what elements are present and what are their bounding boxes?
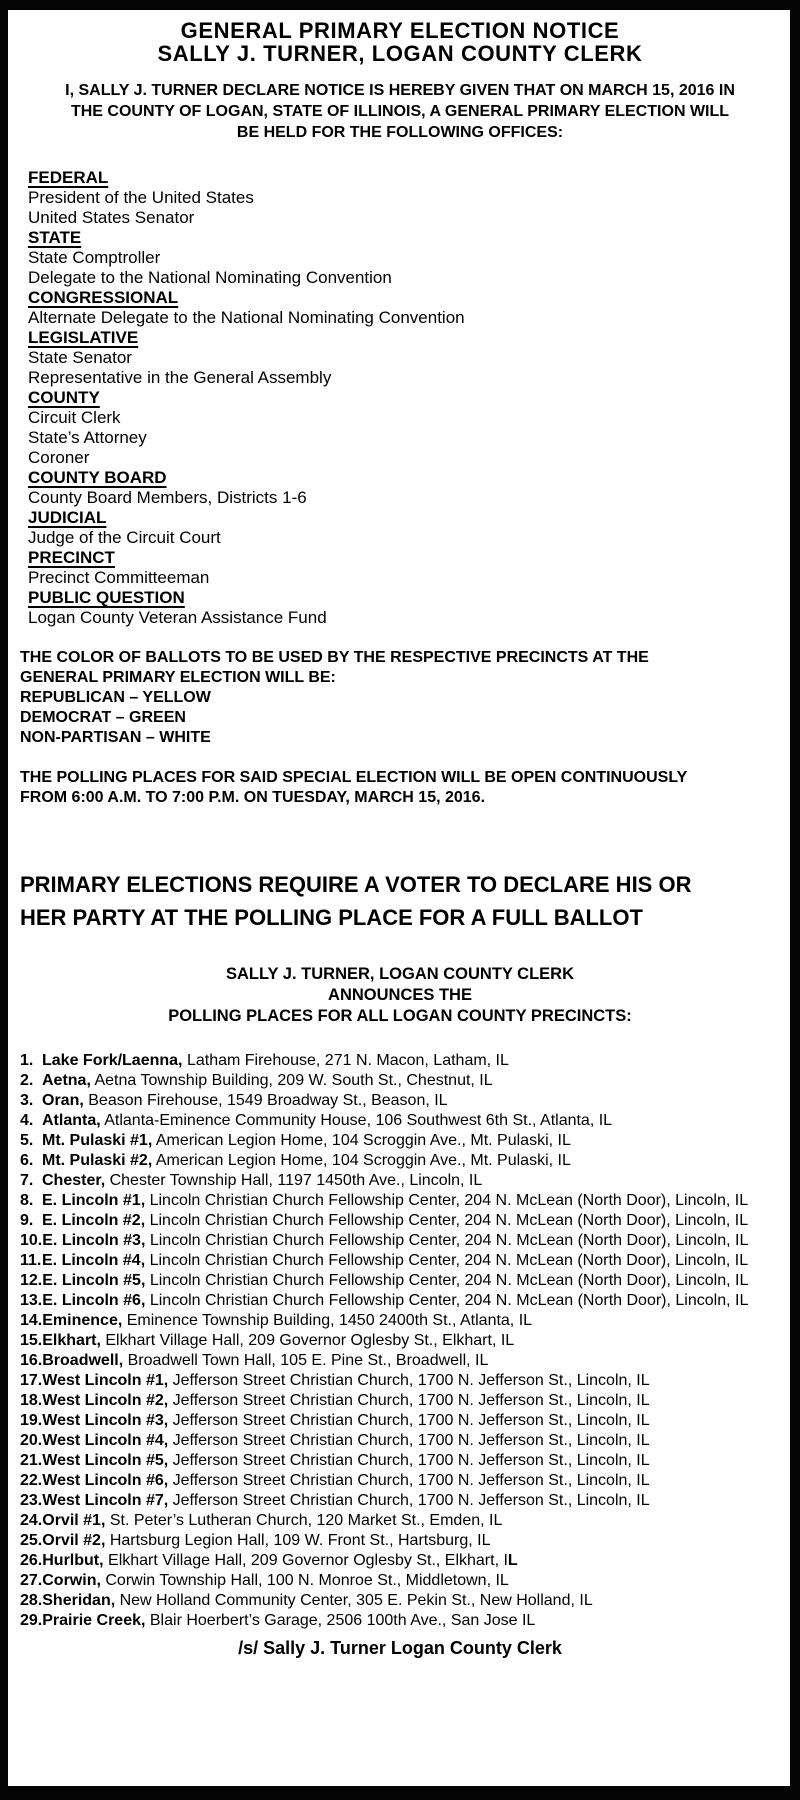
precinct-number: 2. [20,1072,34,1089]
office-section [28,288,780,328]
notice-intro-line-1: I, SALLY J. TURNER DECLARE NOTICE IS HEREBY GIVEN THAT ON MARCH 15, 2016 IN [65,82,735,99]
election-notice-page [8,10,790,1786]
precinct-item [20,1551,780,1571]
precinct-name: Hurlbut, [42,1552,104,1569]
precinct-item [20,1611,780,1631]
office-item: Logan County Veteran Assistance Fund [28,608,327,627]
precinct-name: West Lincoln #2, [42,1392,169,1409]
precinct-location: Blair Hoerbert’s Garage, 2506 100th Ave., San Jose IL [145,1612,536,1629]
precinct-item [20,1231,780,1251]
office-heading: COUNTY [28,388,100,407]
office-section [28,468,780,508]
precinct-location: Jefferson Street Christian Church, 1700 N. Jefferson St., Lincoln, IL [168,1492,650,1509]
precinct-number: 24. [20,1512,43,1529]
precinct-item [20,1411,780,1431]
ballot-color-democrat: DEMOCRAT – GREEN [20,709,186,726]
precinct-number: 18. [20,1392,43,1409]
precinct-name: E. Lincoln #5, [42,1272,146,1289]
precinct-location: Atlanta-Eminence Community House, 106 Southwest 6th St., Atlanta, IL [100,1112,613,1129]
precinct-item [20,1571,780,1591]
precinct-name: E. Lincoln #3, [42,1232,146,1249]
precinct-number: 29. [20,1612,43,1629]
precinct-item [20,1591,780,1611]
precinct-name: West Lincoln #1, [42,1372,169,1389]
precinct-item [20,1131,780,1151]
declare-party-headline-line-2: HER PARTY AT THE POLLING PLACE FOR A FULL BALLOT [20,905,643,930]
precinct-item [20,1271,780,1291]
precinct-item [20,1451,780,1471]
precinct-location: Lincoln Christian Church Fellowship Center, 204 N. McLean (North Door), Lincoln, IL [145,1252,749,1269]
precinct-location: Jefferson Street Christian Church, 1700 N. Jefferson St., Lincoln, IL [168,1432,650,1449]
precinct-item [20,1511,780,1531]
precinct-number: 23. [20,1492,43,1509]
precinct-location: Aetna Township Building, 209 W. South St., Chestnut, IL [90,1072,493,1089]
precinct-location: American Legion Home, 104 Scroggin Ave., Mt. Pulaski, IL [152,1132,571,1149]
signature-line: /s/ Sally J. Turner Logan County Clerk [238,1638,562,1658]
office-section [28,168,780,228]
precinct-number: 8. [20,1192,34,1209]
precinct-number: 27. [20,1572,43,1589]
precinct-name: West Lincoln #5, [42,1452,169,1469]
precinct-number: 14. [20,1312,43,1329]
office-section [28,328,780,388]
precinct-number: 20. [20,1432,43,1449]
precinct-item [20,1311,780,1331]
precinct-location: Jefferson Street Christian Church, 1700 N. Jefferson St., Lincoln, IL [168,1372,650,1389]
office-item: Circuit Clerk [28,408,121,427]
precinct-name: Sheridan, [42,1592,116,1609]
office-item: Judge of the Circuit Court [28,528,221,547]
precinct-name: Broadwell, [42,1352,124,1369]
notice-intro-line-3: BE HELD FOR THE FOLLOWING OFFICES: [236,124,564,141]
precinct-name: Oran, [42,1092,84,1109]
notice-intro [20,80,780,143]
precinct-number: 17. [20,1372,43,1389]
office-heading: STATE [28,228,82,247]
precinct-location: Hartsburg Legion Hall, 109 W. Front St., Hartsburg, IL [105,1532,491,1549]
ballot-colors-intro-line-1: THE COLOR OF BALLOTS TO BE USED BY THE RESPECTIVE PRECINCTS AT THE [20,649,649,666]
notice-title-line-1: GENERAL PRIMARY ELECTION NOTICE [180,18,620,43]
ballot-colors-block [20,648,780,748]
precinct-location: Jefferson Street Christian Church, 1700 N. Jefferson St., Lincoln, IL [168,1472,650,1489]
precinct-name: West Lincoln #3, [42,1412,169,1429]
precinct-item [20,1531,780,1551]
precinct-number: 9. [20,1212,34,1229]
precinct-name: Prairie Creek, [42,1612,146,1629]
precinct-name: Atlanta, [42,1112,101,1129]
notice-title-line-2: SALLY J. TURNER, LOGAN COUNTY CLERK [157,41,643,66]
precinct-location-bold-tail: L [507,1552,518,1569]
precinct-location: Lincoln Christian Church Fellowship Center, 204 N. McLean (North Door), Lincoln, IL [145,1192,749,1209]
precinct-item [20,1211,780,1231]
office-item: President of the United States [28,188,254,207]
precinct-item [20,1171,780,1191]
precinct-name: E. Lincoln #1, [42,1192,146,1209]
precinct-number: 10. [20,1232,43,1249]
office-heading: FEDERAL [28,168,109,187]
precinct-location: Lincoln Christian Church Fellowship Center, 204 N. McLean (North Door), Lincoln, IL [145,1212,749,1229]
precinct-number: 7. [20,1172,34,1189]
precinct-name: Mt. Pulaski #1, [42,1132,153,1149]
precinct-number: 15. [20,1332,43,1349]
precinct-number: 1. [20,1052,34,1069]
polling-hours-line-2: FROM 6:00 A.M. TO 7:00 P.M. ON TUESDAY, MARCH 15, 2016. [20,789,486,806]
precinct-name: E. Lincoln #6, [42,1292,146,1309]
office-section [28,588,780,628]
precinct-item [20,1111,780,1131]
precinct-location: Jefferson Street Christian Church, 1700 N. Jefferson St., Lincoln, IL [168,1412,650,1429]
precinct-name: West Lincoln #6, [42,1472,169,1489]
precinct-location: Elkhart Village Hall, 209 Governor Oglesby St., Elkhart, I [103,1552,508,1569]
precinct-number: 4. [20,1112,34,1129]
office-section [28,228,780,288]
precinct-number: 13. [20,1292,43,1309]
precinct-number: 19. [20,1412,43,1429]
precinct-name: Mt. Pulaski #2, [42,1152,153,1169]
ballot-color-republican: REPUBLICAN – YELLOW [20,689,211,706]
office-heading: PRECINCT [28,548,115,567]
precinct-name: Corwin, [42,1572,101,1589]
precinct-item [20,1051,780,1071]
precinct-number: 6. [20,1152,34,1169]
precinct-item [20,1191,780,1211]
precinct-item [20,1251,780,1271]
precinct-name: Chester, [42,1172,106,1189]
office-item: State’s Attorney [28,428,147,447]
ballot-color-nonpartisan: NON-PARTISAN – WHITE [20,729,211,746]
office-item: Alternate Delegate to the National Nominating Convention [28,308,465,327]
precinct-location: Lincoln Christian Church Fellowship Center, 204 N. McLean (North Door), Lincoln, IL [145,1292,749,1309]
precinct-item [20,1491,780,1511]
precinct-name: Eminence, [42,1312,123,1329]
precinct-name: Orvil #1, [42,1512,106,1529]
office-heading: LEGISLATIVE [28,328,139,347]
declare-party-headline [20,868,780,934]
declare-party-headline-line-1: PRIMARY ELECTIONS REQUIRE A VOTER TO DECLARE HIS OR [20,872,692,897]
precinct-item [20,1391,780,1411]
office-item: Delegate to the National Nominating Convention [28,268,392,287]
precinct-number: 12. [20,1272,43,1289]
precinct-location: Corwin Township Hall, 100 N. Monroe St., Middletown, IL [100,1572,509,1589]
office-section [28,508,780,548]
office-item: Representative in the General Assembly [28,368,332,387]
precinct-location: Lincoln Christian Church Fellowship Center, 204 N. McLean (North Door), Lincoln, IL [145,1272,749,1289]
precinct-number: 26. [20,1552,43,1569]
precinct-name: Orvil #2, [42,1532,106,1549]
office-item: State Comptroller [28,248,161,267]
precinct-item [20,1371,780,1391]
offices-list [28,168,780,628]
office-item: State Senator [28,348,132,367]
office-item: County Board Members, Districts 1-6 [28,488,307,507]
office-heading: COUNTY BOARD [28,468,167,487]
precinct-location: Chester Township Hall, 1197 1450th Ave., Lincoln, IL [105,1172,483,1189]
precinct-location: Lincoln Christian Church Fellowship Center, 204 N. McLean (North Door), Lincoln, IL [145,1232,749,1249]
ballot-colors-intro-line-2: GENERAL PRIMARY ELECTION WILL BE: [20,669,336,686]
precinct-number: 22. [20,1472,43,1489]
office-heading: JUDICIAL [28,508,107,527]
precinct-location: Jefferson Street Christian Church, 1700 N. Jefferson St., Lincoln, IL [168,1392,650,1409]
office-section [28,388,780,468]
precinct-location: Eminence Township Building, 1450 2400th St., Atlanta, IL [122,1312,533,1329]
precinct-number: 25. [20,1532,43,1549]
precinct-location: Jefferson Street Christian Church, 1700 N. Jefferson St., Lincoln, IL [168,1452,650,1469]
precinct-number: 16. [20,1352,43,1369]
precinct-item [20,1351,780,1371]
precinct-name: E. Lincoln #4, [42,1252,146,1269]
polling-hours-line-1: THE POLLING PLACES FOR SAID SPECIAL ELECTION WILL BE OPEN CONTINUOUSLY [20,769,688,786]
precinct-item [20,1091,780,1111]
notice-intro-line-2: THE COUNTY OF LOGAN, STATE OF ILLINOIS, A GENERAL PRIMARY ELECTION WILL [70,103,730,120]
precinct-location: New Holland Community Center, 305 E. Pekin St., New Holland, IL [115,1592,593,1609]
precinct-number: 3. [20,1092,34,1109]
precinct-name: Aetna, [42,1072,91,1089]
precinct-name: West Lincoln #4, [42,1432,169,1449]
announcement-line-3: POLLING PLACES FOR ALL LOGAN COUNTY PRECINCTS: [168,1007,632,1025]
precinct-name: E. Lincoln #2, [42,1212,146,1229]
office-heading: PUBLIC QUESTION [28,588,185,607]
precinct-item [20,1071,780,1091]
announcement-line-1: SALLY J. TURNER, LOGAN COUNTY CLERK [225,965,575,983]
precinct-item [20,1431,780,1451]
office-item: Coroner [28,448,90,467]
announcement-line-2: ANNOUNCES THE [328,986,472,1004]
notice-title [20,10,780,65]
precinct-number: 5. [20,1132,34,1149]
precinct-location: St. Peter’s Lutheran Church, 120 Market St., Emden, IL [105,1512,503,1529]
precinct-location: Broadwell Town Hall, 105 E. Pine St., Broadwell, IL [123,1352,489,1369]
polling-hours-block [20,768,780,808]
precinct-location: Latham Firehouse, 271 N. Macon, Latham, IL [182,1052,509,1069]
precinct-number: 21. [20,1452,43,1469]
precinct-number: 11. [20,1252,42,1269]
office-item: Precinct Committeeman [28,568,210,587]
polling-places-announcement [20,964,780,1027]
office-heading: CONGRESSIONAL [28,288,179,307]
precinct-location: Elkhart Village Hall, 209 Governor Oglesby St., Elkhart, IL [100,1332,515,1349]
precinct-name: Elkhart, [42,1332,101,1349]
precinct-item [20,1471,780,1491]
precinct-item [20,1291,780,1311]
office-section [28,548,780,588]
precinct-location: American Legion Home, 104 Scroggin Ave., Mt. Pulaski, IL [152,1152,571,1169]
precinct-item [20,1151,780,1171]
precincts-list [20,1051,780,1631]
precinct-item [20,1331,780,1351]
precinct-name: West Lincoln #7, [42,1492,169,1509]
office-item: United States Senator [28,208,195,227]
precinct-number: 28. [20,1592,43,1609]
precinct-name: Lake Fork/Laenna, [42,1052,183,1069]
precinct-location: Beason Firehouse, 1549 Broadway St., Beason, IL [83,1092,448,1109]
